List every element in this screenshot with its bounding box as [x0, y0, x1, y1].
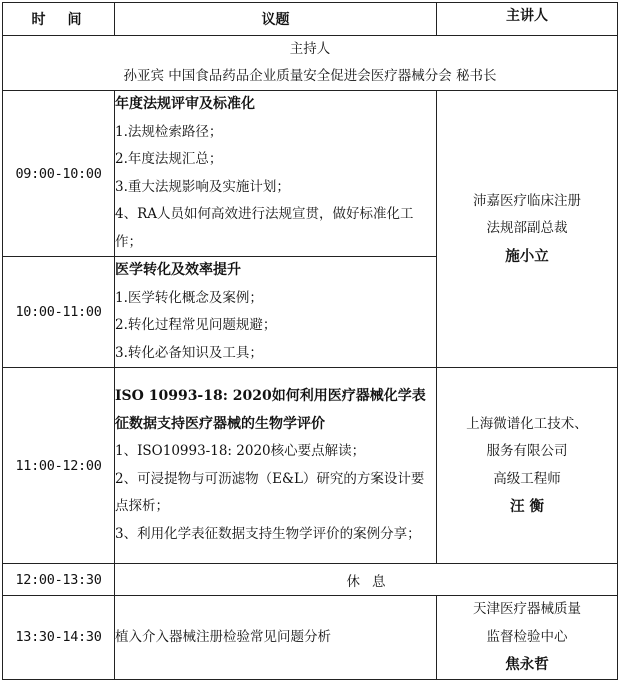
break-label: 休息 — [115, 564, 618, 596]
session-topic — [115, 368, 437, 564]
header-speaker: 主讲人 — [437, 3, 618, 36]
host-row — [3, 36, 618, 91]
speaker-title: 法规部副总裁 — [486, 220, 568, 237]
session-item: 1、ISO10993-18: 2020核心要点解读； — [115, 443, 366, 459]
speaker-org: 上海微谱化工技术、 — [466, 415, 588, 432]
session-item: 1.医学转化概念及案例； — [115, 289, 263, 306]
speaker-name: 施小立 — [505, 247, 549, 265]
speaker-org: 监督检验中心 — [486, 628, 568, 645]
speaker-org: 沛嘉医疗临床注册 — [473, 192, 581, 209]
header-topic: 议题 — [115, 3, 437, 36]
session-time: 11:00-12:00 — [3, 368, 115, 564]
speaker-cell — [437, 368, 618, 564]
header-row — [3, 3, 618, 36]
speaker-cell — [437, 596, 618, 680]
session-time: 10:00-11:00 — [3, 257, 115, 368]
session-item: 2、可浸提物与可沥滤物（E&L）研究的方案设计要点探析； — [115, 470, 425, 514]
break-time: 12:00-13:30 — [3, 564, 115, 596]
speaker-name: 汪 衡 — [509, 498, 545, 515]
session-item: 3.转化必备知识及工具； — [115, 344, 263, 361]
break-row — [3, 564, 618, 596]
session-topic — [115, 257, 437, 368]
speaker-org: 服务有限公司 — [486, 443, 568, 459]
session-item: 2.转化过程常见问题规避； — [115, 317, 277, 333]
session-item: 2.年度法规汇总； — [115, 151, 223, 167]
speaker-title: 高级工程师 — [493, 470, 561, 487]
host-label: 主持人 — [289, 41, 331, 57]
speaker-name: 焦永哲 — [505, 656, 549, 673]
header-time: 时间 — [3, 3, 115, 36]
session-topic — [115, 91, 437, 257]
host-cell — [3, 36, 618, 91]
session-time: 13:30-14:30 — [3, 596, 115, 680]
host-line: 孙亚宾 中国食品药品企业质量安全促进会医疗器械分会 秘书长 — [123, 68, 497, 84]
session-item: 1.法规检索路径； — [115, 123, 223, 140]
session-row — [3, 368, 618, 564]
speaker-org: 天津医疗器械质量 — [473, 601, 581, 617]
speaker-cell — [437, 91, 618, 368]
session-item: 3、利用化学表征数据支持生物学评价的案例分享； — [115, 525, 421, 542]
session-topic: 植入介入器械注册检验常见问题分析 — [115, 596, 437, 680]
session-item: 4、RA人员如何高效进行法规宣贯，做好标准化工作； — [115, 206, 414, 250]
session-time: 09:00-10:00 — [3, 91, 115, 257]
session-title: 年度法规评审及标准化 — [115, 96, 255, 112]
session-row — [3, 596, 618, 680]
session-row — [3, 91, 618, 257]
session-title: 医学转化及效率提升 — [115, 262, 241, 278]
agenda-table — [2, 2, 618, 680]
session-title: ISO 10993-18: 2020如何利用医疗器械化学表征数据支持医疗器械的生物学评价 — [115, 388, 426, 432]
session-item: 3.重大法规影响及实施计划； — [115, 178, 290, 195]
